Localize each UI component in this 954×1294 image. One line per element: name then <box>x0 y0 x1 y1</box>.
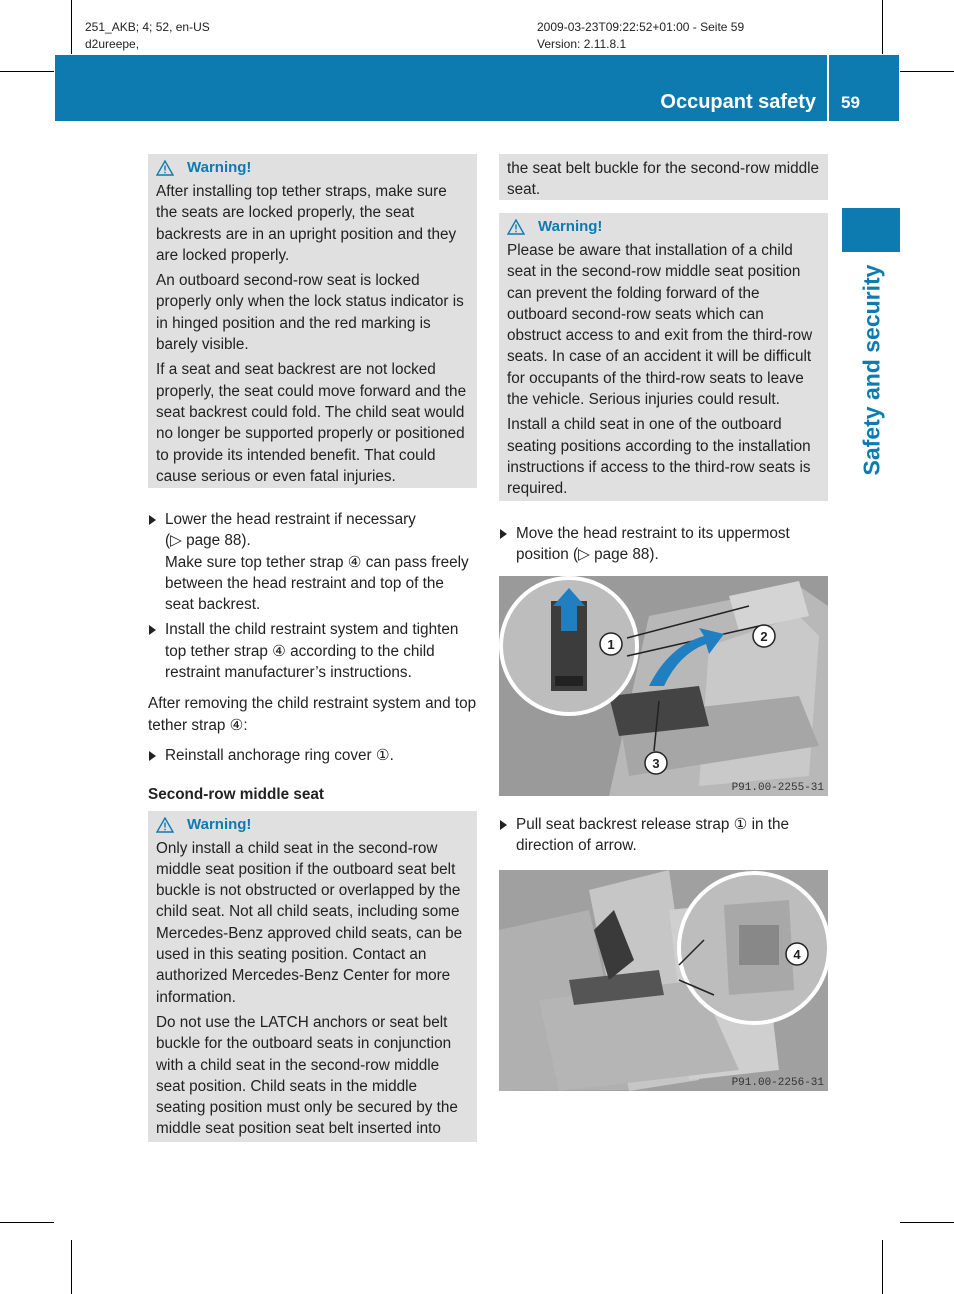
left-column <box>148 154 477 1142</box>
crop-mark <box>0 1222 54 1223</box>
step-text: Pull seat backrest release strap ① in the direction of arrow. <box>516 816 790 855</box>
warning-box <box>148 811 477 1142</box>
header-bar <box>55 55 899 121</box>
seat-illustration <box>499 576 828 796</box>
callout-number: 1 <box>607 637 615 652</box>
warning-paragraph: After installing top tether straps, make sure the seats are locked properly, the seat backrests are in an upright position and they are locked properly. <box>156 183 457 264</box>
crop-mark <box>882 0 883 54</box>
warning-triangle-icon <box>156 160 174 176</box>
warning-box <box>148 154 477 488</box>
page-number: 59 <box>841 93 860 112</box>
step-arrow-icon <box>500 820 507 830</box>
seat-photo-release-strap <box>499 870 828 1091</box>
step-text: Install the child restraint system and tighten top tether strap ④ according to the child restraint manufacturer’s instructions. <box>165 621 459 682</box>
warning-title: Warning! <box>187 159 252 177</box>
warning-continuation-box <box>499 154 828 200</box>
instruction-step <box>499 523 828 566</box>
right-column <box>499 154 828 566</box>
crop-mark <box>71 0 72 54</box>
callout-number: 2 <box>760 629 768 644</box>
warning-heading <box>156 158 469 178</box>
warning-paragraph: the seat belt buckle for the second-row middle seat. <box>507 160 820 199</box>
instruction-step <box>148 745 477 766</box>
warning-paragraph: Please be aware that installation of a child seat in the second-row middle seat position can prevent the folding forward of the outboard second-row seats which can obstruct access to and exit from the third-row seats. In case of an accident it will be difficult for occupants of the third-row seats to leave the vehicle. Serious injuries could result. <box>507 242 813 409</box>
body-text: After removing the child restraint system and top tether strap ④: <box>148 695 477 734</box>
instruction-step <box>148 619 477 683</box>
crop-mark <box>900 71 954 72</box>
instruction-list <box>148 509 477 683</box>
crop-mark <box>71 1240 72 1294</box>
print-meta-right <box>537 19 744 53</box>
seat-illustration <box>499 870 828 1091</box>
instruction-step <box>499 814 828 857</box>
chapter-title-vertical: Safety and security <box>858 264 885 476</box>
warning-title: Warning! <box>538 218 603 236</box>
section-title: Occupant safety <box>660 91 816 113</box>
step-arrow-icon <box>149 751 156 761</box>
meta-line: 251_AKB; 4; 52, en-US <box>85 20 210 34</box>
crop-mark <box>882 1240 883 1294</box>
warning-triangle-icon <box>156 817 174 833</box>
warning-paragraph: Only install a child seat in the second-row middle seat position if the outboard seat belt buckle is not obstructed or overlapped by the child seat. Not all child seats, including some Mercedes-Benz approved child seats, can be used in this seating position. Contact an authorized Mercedes-Benz Center for more information. <box>156 839 463 1006</box>
warning-paragraph: Do not use the LATCH anchors or seat belt buckle for the outboard seats in conjunction with a child seat in the second-row middle seat position. Child seats in the middle seating position must only be secured by the middle seat position seat belt inserted into <box>156 1013 458 1138</box>
warning-heading <box>507 217 820 237</box>
right-column-lower <box>499 814 828 857</box>
step-arrow-icon <box>149 625 156 635</box>
step-text: Move the head restraint to its uppermost position (▷ page 88). <box>516 525 790 564</box>
subheading: Second-row middle seat <box>148 786 324 804</box>
page-reference: (▷ page 88). <box>165 532 251 550</box>
chapter-tab <box>842 208 900 252</box>
step-arrow-icon <box>500 529 507 539</box>
crop-mark <box>0 71 54 72</box>
print-meta-left <box>85 19 210 53</box>
warning-paragraph: If a seat and seat backrest are not locked properly, the seat could move forward and the seat backrest could fold. The child seat would no longer be supported properly or positioned to provide its intended benefit. That could cause serious or even fatal injuries. <box>156 361 467 485</box>
callout-number: 4 <box>793 947 801 962</box>
warning-triangle-icon <box>507 219 525 235</box>
step-text: Lower the head restraint if necessary <box>165 511 416 528</box>
photo-code: P91.00-2256-31 <box>731 1077 824 1089</box>
warning-paragraph: Install a child seat in one of the outboard seating positions according to the installation instructions if access to the third-row seats is required. <box>507 416 811 498</box>
warning-title: Warning! <box>187 815 252 833</box>
meta-line: 2009-03-23T09:22:52+01:00 - Seite 59 <box>537 20 745 34</box>
callout-number: 3 <box>652 756 660 771</box>
warning-box <box>499 213 828 501</box>
meta-line: d2ureepe, <box>85 37 140 51</box>
seat-photo-head-restraint <box>499 576 828 796</box>
photo-code: P91.00-2255-31 <box>731 782 824 794</box>
instruction-step <box>148 509 477 615</box>
header-divider <box>827 55 829 121</box>
step-text: Reinstall anchorage ring cover ①. <box>165 746 394 764</box>
step-text: Make sure top tether strap ④ can pass freely between the head restraint and top of the seat backrest. <box>165 553 469 614</box>
crop-mark <box>900 1222 954 1223</box>
meta-line: Version: 2.11.8.1 <box>537 37 627 51</box>
step-arrow-icon <box>149 515 156 525</box>
warning-paragraph: An outboard second-row seat is locked properly only when the lock status indicator is in hinged position and the red marking is barely visible. <box>156 272 464 354</box>
warning-heading <box>156 815 469 835</box>
